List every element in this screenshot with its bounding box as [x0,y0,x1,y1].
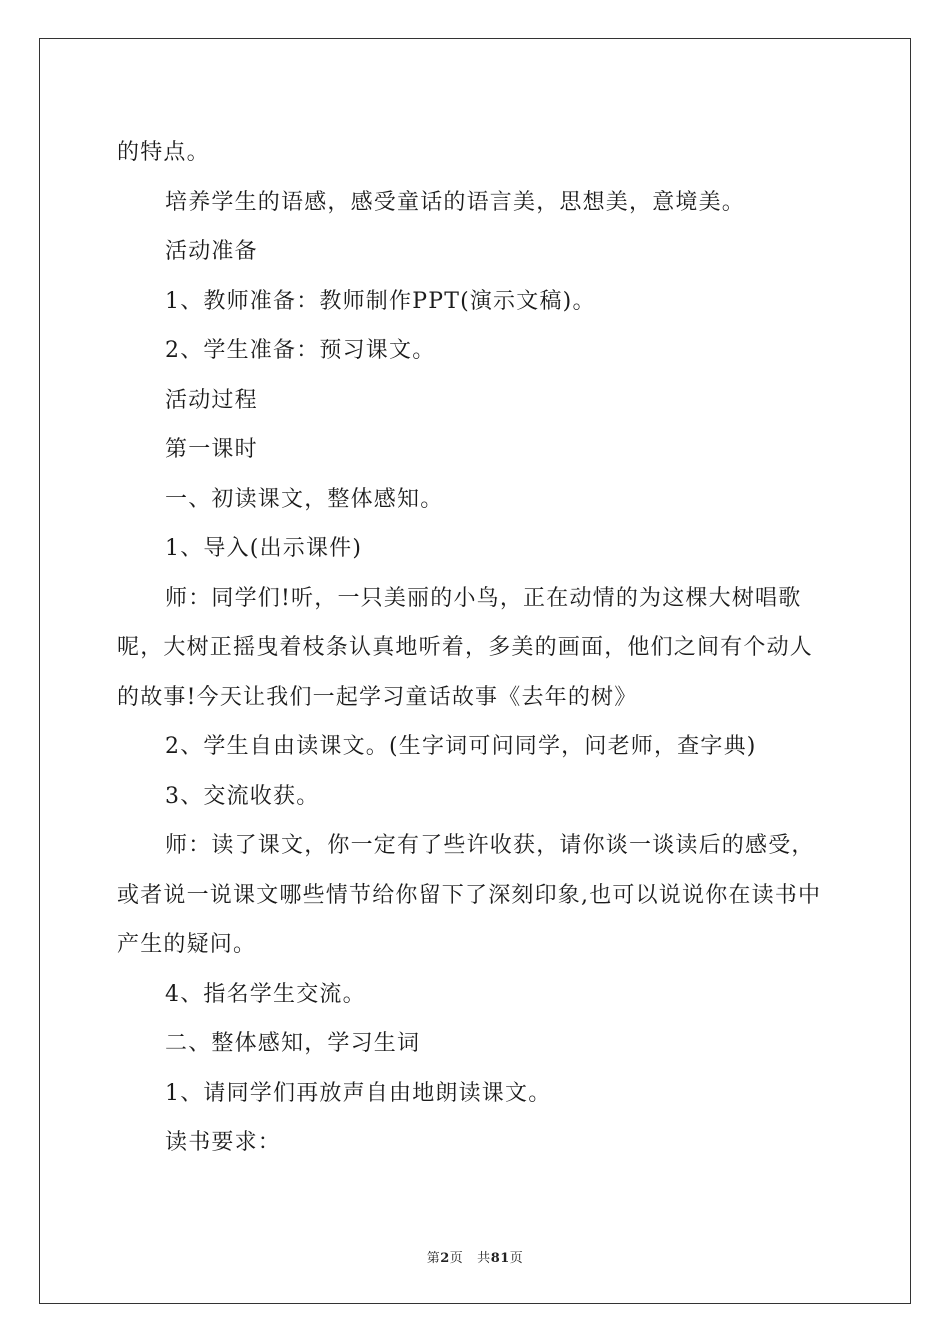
paragraph: 的特点。 [117,140,210,165]
paragraph: 师：同学们!听，一只美丽的小鸟，正在动情的为这棵大树唱歌呢，大树正摇曳着枝条认真地听着，多美的画面，他们之间有个动人的故事!今天让我们一起学习童话故事《去年的树》 [117,585,814,710]
paragraph: 一、初读课文，整体感知。 [165,486,444,512]
paragraph: 读书要求： [165,1130,282,1155]
paragraph: 1、请同学们再放声自由地朗读课文。 [165,1080,552,1106]
paragraph: 3、交流收获。 [165,783,320,809]
paragraph: 2、学生准备：预习课文。 [165,338,436,363]
page-footer [0,1247,950,1266]
paragraph: 1、导入(出示课件) [165,536,363,561]
current-page-number: 2 [440,1251,450,1266]
section-heading: 活动过程 [165,387,258,413]
document-body [117,128,835,1168]
total-pages-number: 81 [490,1251,510,1266]
paragraph: 4、指名学生交流。 [165,981,366,1007]
paragraph: 2、学生自由读课文。(生字词可问同学，问老师，查字典) [165,734,757,759]
paragraph: 二、整体感知，学习生词 [165,1031,421,1056]
section-heading: 第一课时 [165,437,258,462]
footer-total-suffix: 页 [509,1251,524,1266]
section-heading: 活动准备 [165,239,258,264]
paragraph: 培养学生的语感，感受童话的语言美，思想美，意境美。 [165,189,746,215]
footer-total-prefix: 共 [477,1251,491,1266]
footer-page-suffix: 页 [449,1251,464,1266]
paragraph: 师：读了课文，你一定有了些许收获，请你谈一谈读后的感受，或者说一说课文哪些情节给你留下了深刻印象,也可以说说你在读书中产生的疑问。 [117,833,822,957]
footer-prefix: 第 [426,1251,441,1266]
paragraph: 1、教师准备：教师制作PPT(演示文稿)。 [165,288,596,314]
